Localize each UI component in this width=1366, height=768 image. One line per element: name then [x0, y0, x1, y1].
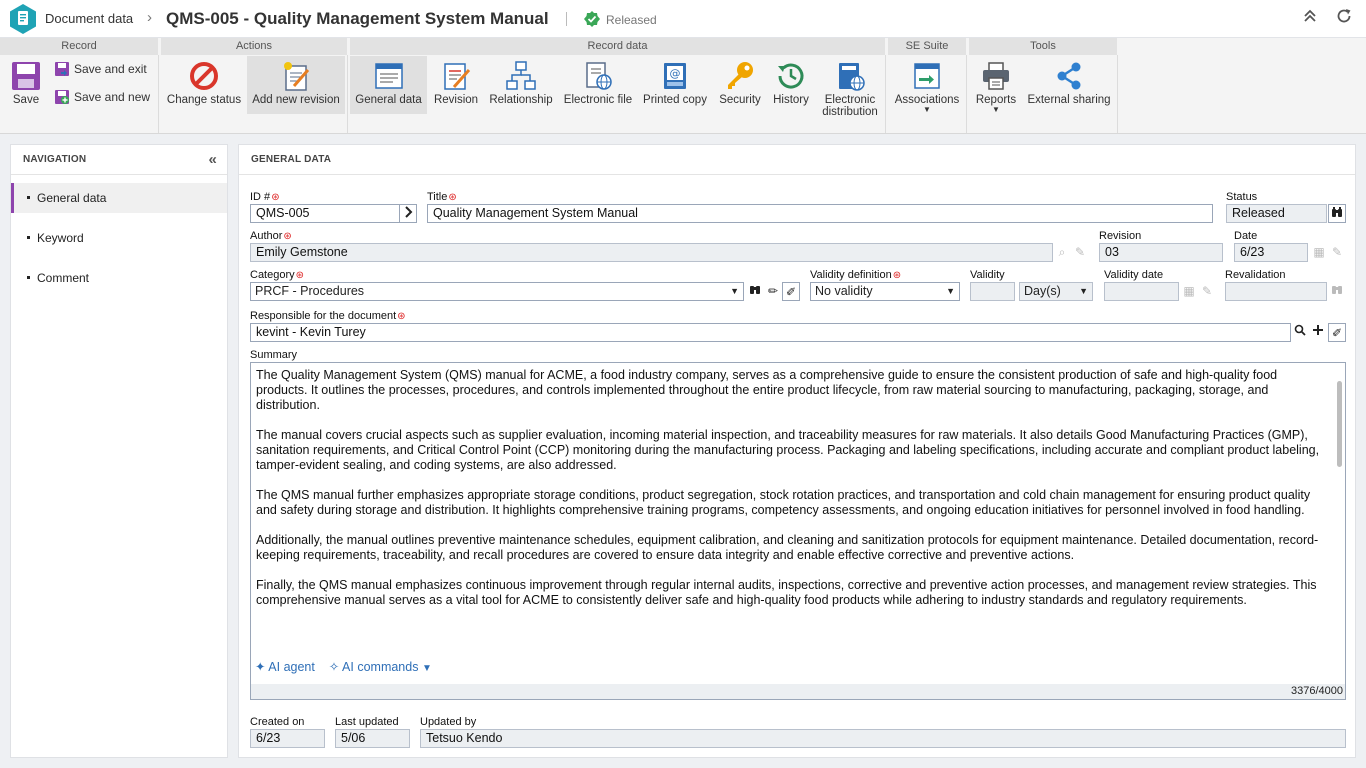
printed-copy-button[interactable]: @ Printed copy	[640, 56, 710, 114]
navigation-header	[11, 145, 227, 175]
summary-text	[256, 368, 1328, 623]
collapse-panel-icon[interactable]: «	[208, 151, 217, 168]
group-actions: Actions	[161, 38, 347, 55]
save-and-exit-button[interactable]: Save and exit	[54, 60, 154, 80]
divider	[158, 55, 159, 133]
divider	[566, 12, 567, 26]
navigation-title: NAVIGATION	[23, 154, 87, 165]
binoculars-icon	[1328, 282, 1346, 301]
save-exit-icon	[54, 61, 70, 77]
id-label	[250, 191, 280, 203]
binoculars-button[interactable]	[1328, 204, 1346, 223]
external-sharing-button[interactable]: External sharing	[1024, 56, 1114, 114]
file-globe-icon	[582, 60, 614, 92]
toolbar-ribbon	[0, 38, 1366, 134]
sparkle-icon: ✦	[255, 660, 266, 674]
date-field: 6/23	[1234, 243, 1308, 262]
share-icon	[1053, 60, 1085, 92]
summary-paragraph: The Quality Management System (QMS) manual for ACME, a food industry company, serves as a comprehensive guide to ensure the consistent production of safe and high-quality food products. It outlines the processes, procedures, and controls implemented throughout the entire product lifecycle, from raw material sourcing to manufacturing, packaging, storage, and distribution.	[256, 368, 1278, 412]
updated-by-label: Updated by	[420, 716, 477, 728]
dropdown-caret-icon: ▼	[923, 105, 931, 114]
title-bar	[0, 0, 1366, 38]
forbidden-icon	[188, 60, 220, 92]
revision-field: 03	[1099, 243, 1223, 262]
summary-paragraph: Finally, the QMS manual emphasizes continuous improvement through regular internal audits, inspections, corrective and preventive action processes, and management review strategies. This comprehensive manual serves as a vital tool for ACME to consistently deliver safe and high-quality food products while adhering to industry standards and regulatory requirements.	[256, 578, 1317, 607]
collapse-ribbon-icon[interactable]	[1299, 8, 1321, 30]
new-revision-icon	[280, 60, 312, 92]
validity-date-label: Validity date	[1104, 269, 1164, 281]
history-button[interactable]: History	[768, 56, 814, 114]
save-new-icon	[54, 89, 70, 105]
validity-date-field	[1104, 282, 1179, 301]
nav-item-keyword[interactable]: Keyword	[11, 223, 227, 253]
required-icon: ⊛	[448, 192, 457, 203]
add-new-revision-button[interactable]: Add new revision	[247, 56, 345, 114]
revision-button[interactable]: Revision	[430, 56, 482, 114]
reports-button[interactable]: Reports ▼	[972, 56, 1020, 126]
revalidation-label: Revalidation	[1225, 269, 1286, 281]
scrollbar[interactable]	[1337, 381, 1342, 467]
ribbon-empty	[1120, 38, 1366, 55]
required-icon: ⊛	[271, 192, 280, 203]
summary-paragraph: The QMS manual further emphasizes appropriate storage conditions, product segregation, stock rotation practices, and transportation and cold chain management for ensuring product quality and safety during storage and distribution. It highlights comprehensive training programs, competency assessments, and ongoing education initiatives for personnel involved in food handling.	[256, 488, 1311, 517]
title-label	[427, 191, 457, 203]
general-data-button[interactable]: General data	[350, 56, 427, 114]
window-form-icon	[373, 60, 405, 92]
required-icon: ⊛	[283, 231, 292, 242]
calendar-icon: ▦	[1313, 245, 1325, 259]
printed-copy-icon	[659, 60, 691, 92]
author-field: Emily Gemstone	[250, 243, 1053, 262]
required-icon: ⊛	[397, 311, 406, 322]
nav-item-comment[interactable]: Comment	[11, 263, 227, 293]
author-label	[250, 230, 292, 242]
security-button[interactable]: Security	[714, 56, 766, 114]
created-on-field: 6/23	[250, 729, 325, 748]
validity-definition-label	[810, 269, 901, 281]
revision-label: Revision	[1099, 230, 1142, 242]
title-label-text: Title	[427, 191, 448, 203]
svg-text:@: @	[669, 67, 681, 80]
title-field[interactable]: Quality Management System Manual	[427, 204, 1213, 223]
magic-wand-icon: ✧	[328, 660, 340, 674]
section-title-text: GENERAL DATA	[251, 154, 332, 165]
last-updated-label: Last updated	[335, 716, 399, 728]
calendar-icon: ▦	[1183, 284, 1195, 298]
binoculars-icon	[1331, 206, 1343, 218]
chevron-right-icon	[403, 206, 413, 218]
category-select[interactable]	[250, 282, 744, 301]
status-badge: Released	[606, 13, 657, 27]
last-updated-field: 5/06	[335, 729, 410, 748]
general-data-panel	[238, 144, 1356, 758]
key-icon	[724, 60, 756, 92]
breadcrumb-module[interactable]: Document data	[45, 11, 134, 26]
divider	[885, 55, 886, 133]
save-and-new-button[interactable]: Save and new	[54, 88, 154, 108]
associations-icon	[911, 60, 943, 92]
validity-label: Validity	[970, 269, 1005, 281]
ai-commands-button[interactable]	[329, 660, 432, 674]
date-label: Date	[1234, 230, 1258, 242]
id-field[interactable]: QMS-005	[250, 204, 400, 223]
edit-pencil-icon[interactable]: ✏	[767, 284, 779, 298]
relationship-button[interactable]: Relationship	[486, 56, 556, 114]
validity-unit-select	[1019, 282, 1093, 301]
group-se-suite: SE Suite	[888, 38, 966, 55]
ai-commands-label: AI commands	[342, 660, 419, 674]
clear-brush-icon: ✎	[1074, 245, 1086, 259]
divider	[347, 55, 348, 133]
electronic-distribution-button[interactable]: Electronic distribution	[818, 56, 882, 126]
change-status-button[interactable]: Change status	[164, 56, 244, 114]
divider	[1117, 55, 1118, 133]
status-label: Status	[1226, 191, 1258, 203]
clear-brush-icon[interactable]: ✐	[1328, 323, 1346, 342]
navigation-panel	[10, 144, 228, 758]
group-record-data: Record data	[350, 38, 885, 55]
ai-agent-button[interactable]	[255, 660, 315, 674]
chevron-down-icon: ▼	[946, 286, 955, 296]
chevron-down-icon: ▼	[730, 286, 739, 296]
history-clock-icon	[775, 60, 807, 92]
chevron-right-icon: ›	[147, 9, 152, 26]
nav-item-general-data[interactable]: General data	[11, 183, 227, 213]
revision-doc-icon	[440, 60, 472, 92]
summary-paragraph: The manual covers crucial aspects such as supplier evaluation, incoming material inspection, and traceability measures for raw materials. It also details Good Manufacturing Practices (GMP), sanitation requirements, and Critical Control Point (CCP) monitoring during the manufacturing process. Packaging and labeling specifications, including accurate and compliant product labeling, tamper-evident sealing, and coding systems, are also addressed.	[256, 428, 1320, 472]
validity-field	[970, 282, 1015, 301]
chevron-down-icon: ▼	[1079, 286, 1088, 296]
document-app-icon	[8, 3, 38, 35]
associations-button[interactable]: Associations ▼	[890, 56, 964, 126]
validity-definition-value: No validity	[815, 284, 873, 298]
category-label	[250, 269, 304, 281]
binoculars-icon[interactable]	[746, 282, 764, 301]
created-on-label: Created on	[250, 716, 305, 728]
author-label-text: Author	[250, 230, 283, 242]
section-title	[239, 145, 1355, 175]
dropdown-caret-icon: ▼	[992, 105, 1000, 114]
floppy-disk-icon	[10, 60, 42, 92]
id-label-text: ID #	[250, 191, 271, 203]
clear-brush-icon[interactable]: ✐	[782, 282, 800, 301]
released-check-icon	[584, 11, 600, 27]
validity-unit-value: Day(s)	[1024, 284, 1061, 298]
hierarchy-icon	[505, 60, 537, 92]
chevron-down-icon: ▼	[421, 663, 432, 674]
group-record: Record	[0, 38, 158, 55]
responsible-field[interactable]: kevint - Kevin Turey	[250, 323, 1291, 342]
ai-toolbar	[255, 659, 432, 674]
search-icon: ⌕	[1058, 245, 1066, 259]
summary-textarea[interactable]	[250, 362, 1346, 700]
character-counter: 3376/4000	[250, 684, 1346, 700]
chevron-right-button[interactable]	[399, 204, 417, 223]
clear-brush-icon: ✎	[1331, 245, 1343, 259]
save-button[interactable]: Save	[4, 56, 48, 114]
responsible-label-text: Responsible for the document	[250, 310, 397, 322]
required-icon: ⊛	[892, 270, 902, 281]
refresh-icon[interactable]	[1333, 8, 1355, 30]
summary-paragraph: Additionally, the manual outlines preventive maintenance schedules, equipment calibration, and cleaning and sanitization protocols for equipment maintenance. Detailed documentation, record-keeping requirements, traceability, and recall procedures are covered to ensure data integrity and enable effective corrective and preventive actions.	[256, 533, 1319, 562]
required-icon: ⊛	[295, 270, 305, 281]
electronic-file-button[interactable]: Electronic file	[560, 56, 636, 114]
page-title: QMS-005 - Quality Management System Manual	[166, 9, 549, 28]
divider	[966, 55, 967, 133]
category-value: PRCF - Procedures	[255, 284, 365, 298]
add-icon[interactable]	[1309, 323, 1327, 342]
group-tools: Tools	[969, 38, 1117, 55]
updated-by-field: Tetsuo Kendo	[420, 729, 1346, 748]
distribution-book-icon	[834, 60, 866, 92]
status-field: Released	[1226, 204, 1327, 223]
clear-brush-icon: ✎	[1201, 284, 1213, 298]
responsible-label	[250, 310, 406, 322]
category-label-text: Category	[250, 269, 295, 281]
validity-definition-label-text: Validity definition	[810, 269, 892, 281]
search-icon[interactable]	[1291, 323, 1309, 342]
printer-icon	[980, 60, 1012, 92]
revalidation-field	[1225, 282, 1327, 301]
summary-label: Summary	[250, 349, 298, 361]
validity-definition-select[interactable]	[810, 282, 960, 301]
ai-agent-label: AI agent	[268, 660, 315, 674]
